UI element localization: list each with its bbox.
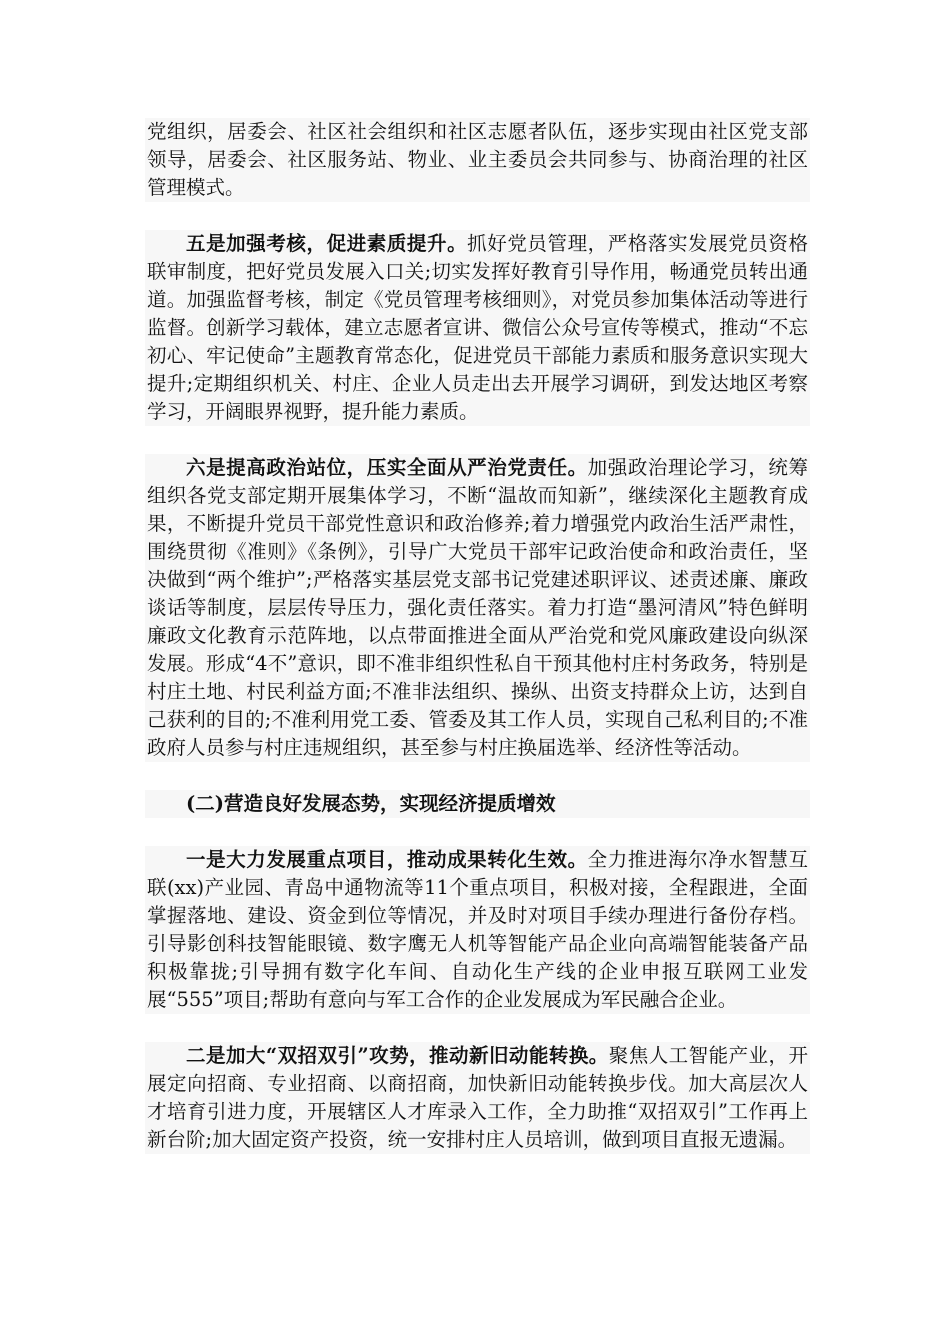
paragraph-3-body: 加强政治理论学习，统筹组织各党支部定期开展集体学习，不断“温故而知新”，继续深化主题教育成果，不断提升党员干部党性意识和政治修养;着力增强党内政治生活严肃性，围绕贯彻《准则》《条例》，引导广大党员干部牢记政治使命和政治责任，坚决做到“两个维护”;严格落实基层党支部书记党建述职评议、述责述廉、廉政谈话等制度，层层传导压力，强化责任落实。着力打造“墨河清风”特色鲜明廉政文化教育示范阵地，以点带面推进全面从严治党和党风廉政建设向纵深发展。形成“4不”意识，即不准非组织性私自干预其他村庄村务政务，特别是村庄土地、村民利益方面;不准非法组织、操纵、出资支持群众上访，达到自己获利的目的;不准利用党工委、管委及其工作人员，实现自己私利目的;不准政府人员参与村庄违规组织，甚至参与村庄换届选举、经济性等活动。 bbox=[147, 456, 808, 759]
paragraph-gap bbox=[145, 818, 810, 846]
paragraph-4 bbox=[145, 846, 810, 1014]
document-page bbox=[145, 118, 810, 1154]
paragraph-1 bbox=[145, 118, 810, 202]
paragraph-3-lead: 六是提高政治站位，压实全面从严治党责任。 bbox=[186, 456, 588, 479]
paragraph-1-body: 党组织，居委会、社区社会组织和社区志愿者队伍，逐步实现由社区党支部领导，居委会、社区服务站、物业、业主委员会共同参与、协商治理的社区管理模式。 bbox=[147, 120, 808, 199]
paragraph-2-lead: 五是加强考核，促进素质提升。 bbox=[186, 232, 468, 255]
paragraph-2-body: 抓好党员管理，严格落实发展党员资格联审制度，把好党员发展入口关;切实发挥好教育引导作用，畅通党员转出通道。加强监督考核，制定《党员管理考核细则》，对党员参加集体活动等进行监督。创新学习载体，建立志愿者宣讲、微信公众号宣传等模式，推动“不忘初心、牢记使命”主题教育常态化，促进党员干部能力素质和服务意识实现大提升;定期组织机关、村庄、企业人员走出去开展学习调研，到发达地区考察学习，开阔眼界视野，提升能力素质。 bbox=[147, 232, 808, 423]
paragraph-2 bbox=[145, 230, 810, 426]
paragraph-gap bbox=[145, 202, 810, 230]
paragraph-gap bbox=[145, 762, 810, 790]
paragraph-3 bbox=[145, 454, 810, 762]
paragraph-5-lead: 二是加大“双招双引”攻势，推动新旧动能转换。 bbox=[186, 1044, 609, 1067]
paragraph-5-body: 聚焦人工智能产业，开展定向招商、专业招商、以商招商，加快新旧动能转换步伐。加大高层次人才培育引进力度，开展辖区人才库录入工作，全力助推“双招双引”工作再上新台阶;加大固定资产投资，统一安排村庄人员培训，做到项目直报无遗漏。 bbox=[147, 1044, 808, 1151]
paragraph-5 bbox=[145, 1042, 810, 1154]
paragraph-4-lead: 一是大力发展重点项目，推动成果转化生效。 bbox=[186, 848, 588, 871]
paragraph-4-body: 全力推进海尔净水智慧互联(xx)产业园、青岛中通物流等11个重点项目，积极对接，全程跟进，全面掌握落地、建设、资金到位等情况，并及时对项目手续办理进行备份存档。引导影创科技智能眼镜、数字鹰无人机等智能产品企业向高端智能装备产品积极靠拢;引导拥有数字化车间、自动化生产线的企业申报互联网工业发展“555”项目;帮助有意向与军工合作的企业发展成为军民融合企业。 bbox=[147, 848, 808, 1011]
section-heading: (二)营造良好发展态势，实现经济提质增效 bbox=[145, 790, 810, 818]
paragraph-gap bbox=[145, 1014, 810, 1042]
paragraph-gap bbox=[145, 426, 810, 454]
